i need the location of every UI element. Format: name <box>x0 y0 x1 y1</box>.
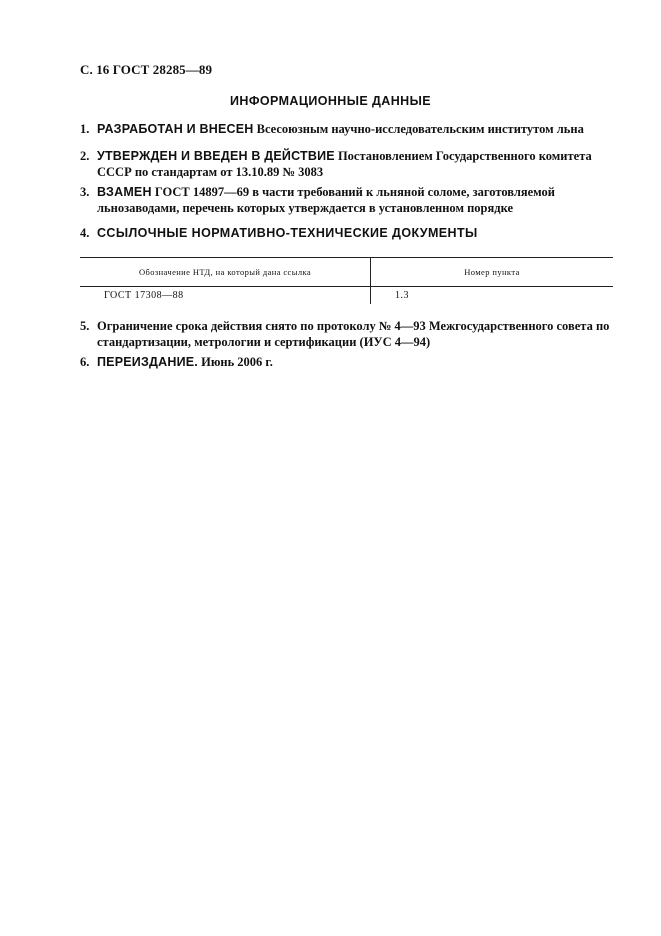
item-number: 6. <box>80 355 90 369</box>
item-body <box>97 148 620 180</box>
item-number: 4. <box>80 226 90 240</box>
cell-document: ГОСТ 17308—88 <box>80 287 371 305</box>
section-title: ИНФОРМАЦИОННЫЕ ДАННЫЕ <box>230 94 431 108</box>
item-body <box>97 184 620 216</box>
cell-clause: 1.3 <box>395 290 409 301</box>
item-text: Ограничение срока действия снято по протоколу № 4—93 Межгосударственного совета по стандартизации, метрологии и сертификации (ИУС 4—94) <box>97 319 610 349</box>
item-text: Июнь 2006 г. <box>197 355 273 369</box>
page-header: С. 16 ГОСТ 28285—89 <box>80 62 213 77</box>
table-header-row <box>80 258 613 287</box>
column-header-clause: Номер пункта <box>371 258 614 287</box>
item-text: ГОСТ 14897—69 в части требований к льняной соломе, заготовляемой льнозаводами, перечень которых утверждается в установленном порядке <box>97 185 555 215</box>
item-number: 3. <box>80 185 90 199</box>
item-body <box>97 121 620 137</box>
item-keyword: УТВЕРЖДЕН И ВВЕДЕН В ДЕЙСТВИЕ <box>97 149 335 163</box>
item-keyword: РАЗРАБОТАН И ВНЕСЕН <box>97 122 254 136</box>
info-item-5 <box>80 318 620 350</box>
info-item-2 <box>80 148 620 180</box>
item-text: ССЫЛОЧНЫЕ НОРМАТИВНО-ТЕХНИЧЕСКИЕ ДОКУМЕНТЫ <box>97 226 478 240</box>
item-text: Всесоюзным научно-исследовательским институтом льна <box>253 122 584 136</box>
info-item-4 <box>80 225 620 241</box>
item-number: 1. <box>80 122 90 136</box>
column-header-document: Обозначение НТД, на который дана ссылка <box>80 258 371 287</box>
references-table <box>80 257 613 304</box>
table-row <box>80 287 613 305</box>
item-body <box>97 354 620 370</box>
item-text: Постановлением Государственного комитета СССР по стандартам от 13.10.89 № 3083 <box>97 149 592 179</box>
item-keyword: ПЕРЕИЗДАНИЕ. <box>97 355 198 369</box>
info-item-1 <box>80 121 620 137</box>
item-keyword: ВЗАМЕН <box>97 185 152 199</box>
item-number: 5. <box>80 319 90 333</box>
item-number: 2. <box>80 149 90 163</box>
info-item-6 <box>80 354 620 370</box>
info-item-3 <box>80 184 620 216</box>
